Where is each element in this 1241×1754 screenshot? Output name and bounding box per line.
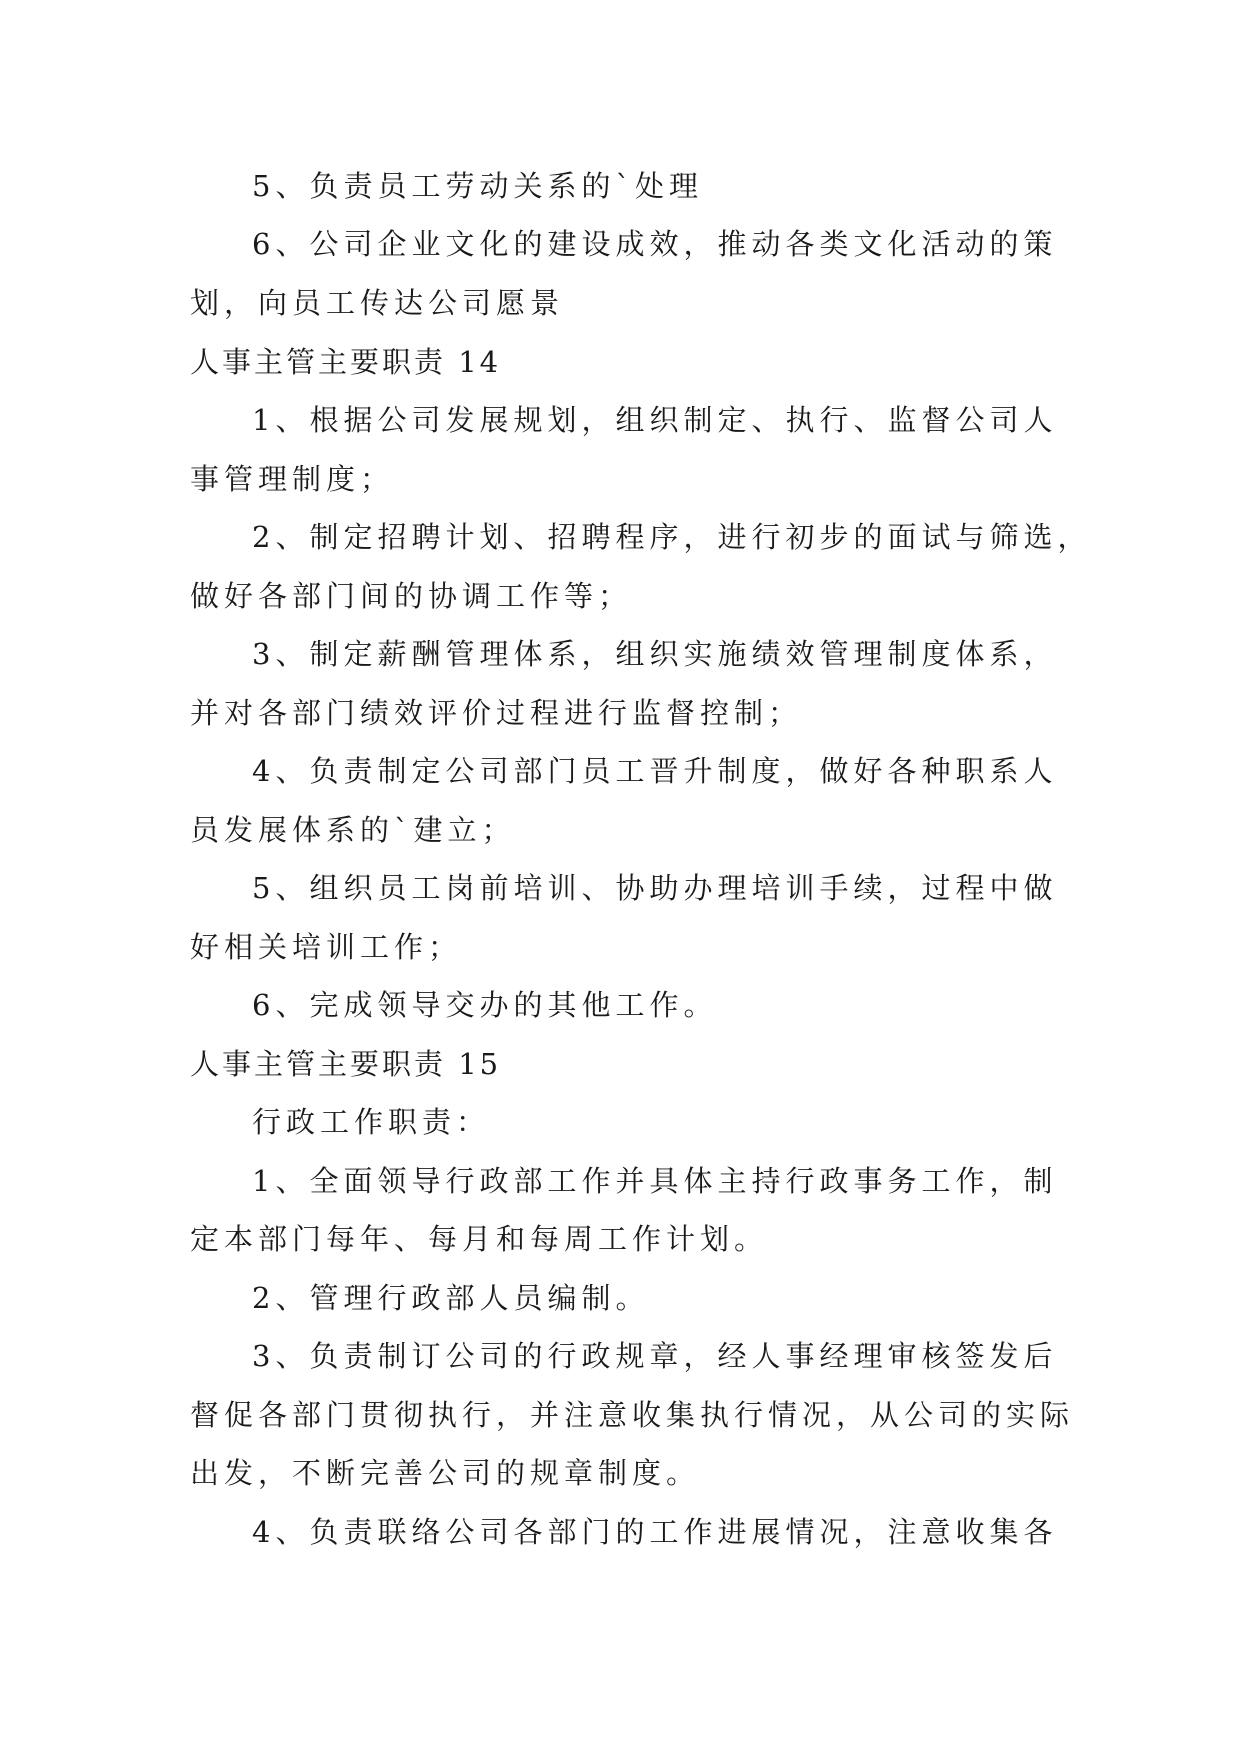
paragraph-line: 5、负责员工劳动关系的`处理: [252, 169, 703, 203]
paragraph-line: 1、根据公司发展规划，组织制定、执行、监督公司人: [252, 403, 1058, 437]
paragraph-line: 事管理制度；: [190, 462, 395, 496]
paragraph-line: 6、完成领导交办的其他工作。: [252, 988, 718, 1022]
paragraph-line: 2、制定招聘计划、招聘程序，进行初步的面试与筛选，: [252, 520, 1092, 554]
paragraph-line: 5、组织员工岗前培训、协助办理培训手续，过程中做: [252, 871, 1058, 905]
section-heading: 人事主管主要职责 14: [190, 345, 502, 379]
paragraph-line: 行政工作职责：: [252, 1105, 491, 1139]
paragraph-line: 3、制定薪酬管理体系，组织实施绩效管理制度体系，: [252, 637, 1058, 671]
paragraph-line: 2、管理行政部人员编制。: [252, 1281, 650, 1315]
paragraph-line: 3、负责制订公司的行政规章，经人事经理审核签发后: [252, 1339, 1058, 1373]
paragraph-line: 好相关培训工作；: [190, 930, 463, 964]
paragraph-line: 并对各部门绩效评价过程进行监督控制；: [190, 696, 803, 730]
paragraph-line: 划，向员工传达公司愿景: [190, 286, 565, 320]
paragraph-line: 督促各部门贯彻执行，并注意收集执行情况，从公司的实际: [190, 1398, 1075, 1432]
paragraph-line: 1、全面领导行政部工作并具体主持行政事务工作，制: [252, 1164, 1058, 1198]
paragraph-line: 6、公司企业文化的建设成效，推动各类文化活动的策: [252, 227, 1058, 261]
paragraph-line: 做好各部门间的协调工作等；: [190, 579, 633, 613]
paragraph-line: 定本部门每年、每月和每周工作计划。: [190, 1222, 769, 1256]
paragraph-line: 4、负责制定公司部门员工晋升制度，做好各种职系人: [252, 754, 1058, 788]
paragraph-line: 员发展体系的`建立；: [190, 813, 516, 847]
paragraph-line: 出发，不断完善公司的规章制度。: [190, 1456, 701, 1490]
paragraph-line: 4、负责联络公司各部门的工作进展情况，注意收集各: [252, 1515, 1058, 1549]
section-heading: 人事主管主要职责 15: [190, 1047, 502, 1081]
